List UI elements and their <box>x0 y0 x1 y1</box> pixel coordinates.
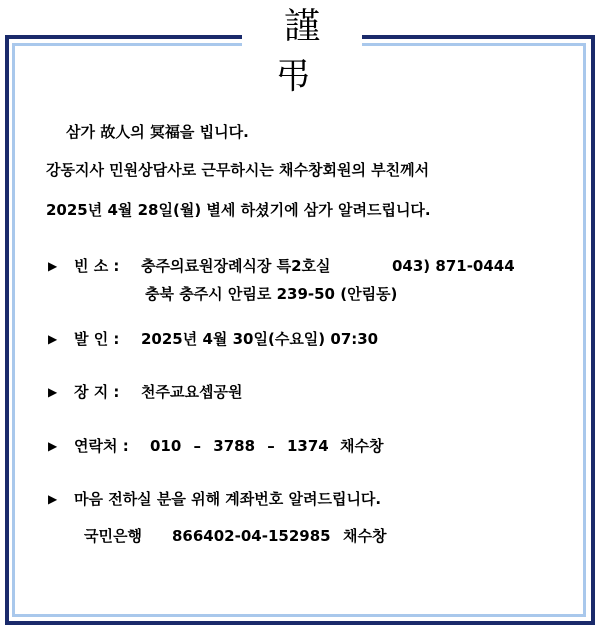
contact-phone: 010 – 3788 – 1374 <box>150 437 329 455</box>
bullet-icon: ▶ <box>48 332 58 346</box>
funeral-hall-phone: 043) 871-0444 <box>392 257 515 275</box>
bullet-icon: ▶ <box>48 492 58 506</box>
funeral-hall-place: 충주의료원장례식장 특2호실 <box>141 257 331 275</box>
account-holder: 채수창 <box>343 527 387 545</box>
bullet-icon: ▶ <box>48 385 58 399</box>
departure-datetime: 2025년 4월 30일(수요일) 07:30 <box>141 330 379 348</box>
contact-name: 채수창 <box>340 437 384 455</box>
funeral-hall-address: 충북 충주시 안림로 239-50 (안림동) <box>145 285 398 303</box>
intro-announcement-line: 강동지사 민원상담사로 근무하시는 채수창회원의 부친께서 <box>46 161 430 179</box>
bank-name: 국민은행 <box>84 527 142 545</box>
funeral-hall-label: 빈 소 : <box>74 257 120 275</box>
bullet-icon: ▶ <box>48 259 58 273</box>
intro-condolence-line: 삼가 故人의 冥福을 빕니다. <box>66 123 249 141</box>
burial-label: 장 지 : <box>74 383 120 401</box>
condolence-note: 마음 전하실 분을 위해 계좌번호 알려드립니다. <box>74 490 382 508</box>
bullet-icon: ▶ <box>48 439 58 453</box>
intro-date-line: 2025년 4월 28일(월) 별세 하셨기에 삼가 알려드립니다. <box>46 201 431 219</box>
account-number: 866402-04-152985 <box>172 527 331 545</box>
burial-place: 천주교요셉공원 <box>141 383 243 401</box>
departure-label: 발 인 : <box>74 330 120 348</box>
page-title: 謹 弔 <box>274 6 338 97</box>
contact-label: 연락처 : <box>74 437 129 455</box>
